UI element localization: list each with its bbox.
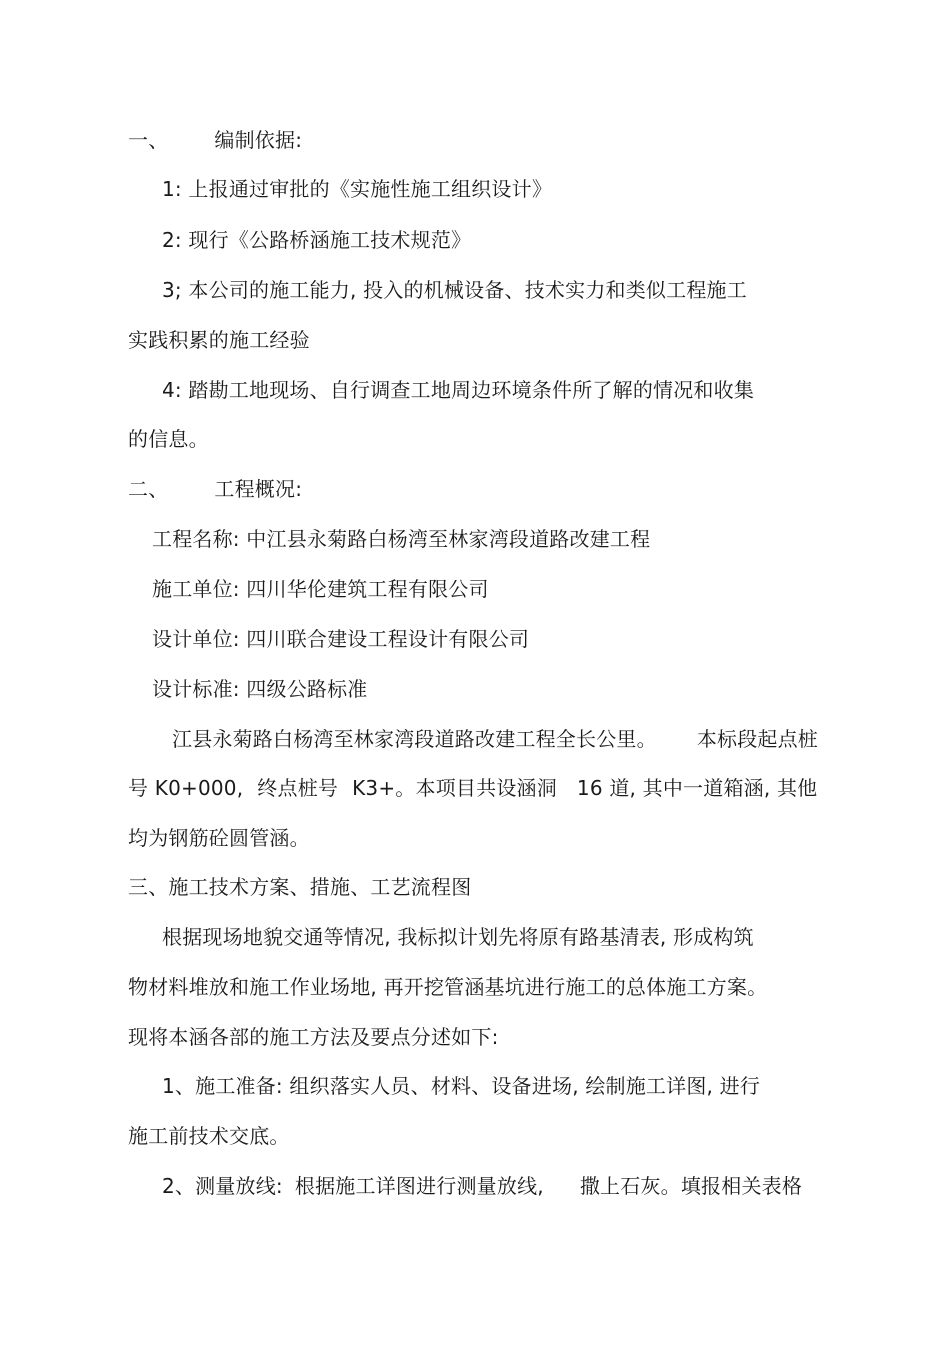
basis-item-3-cont: 实践积累的施工经验 [128, 328, 310, 352]
step1-line2: 施工前技术交底。 [128, 1124, 290, 1148]
plan-para-line1: 根据现场地貌交通等情况, 我标拟计划先将原有路基清表, 形成构筑 [162, 925, 754, 949]
end-station: K3+。 [352, 776, 416, 800]
start-station: 号 K0+000, [128, 776, 244, 800]
section1-number: 一、 [128, 128, 169, 152]
project-name-field: 工程名称: 中江县永菊路白杨湾至林家湾段道路改建工程 [152, 527, 651, 551]
section3-heading: 三、施工技术方案、措施、工艺流程图 [128, 875, 472, 899]
overview-para-line1-b: 本标段起点桩 [696, 727, 819, 751]
contractor-field: 施工单位: 四川华伦建筑工程有限公司 [152, 577, 489, 601]
basis-item-1: 1: 上报通过审批的《实施性施工组织设计》 [162, 177, 553, 201]
overview-para-line2 [128, 776, 817, 800]
step2-title: 2、测量放线: [162, 1174, 283, 1198]
culvert-count-label: 本项目共设涵洞 [415, 776, 557, 800]
section2-heading [128, 477, 302, 501]
section2-title: 工程概况: [214, 477, 303, 501]
step2-line1 [162, 1174, 802, 1198]
basis-item-4: 4: 踏勘工地现场、自行调查工地周边环境条件所了解的情况和收集 [162, 378, 755, 402]
section1-title: 编制依据: [214, 128, 303, 152]
overview-para-line1-a: 江县永菊路白杨湾至林家湾段道路改建工程全长公里。 [172, 727, 657, 751]
plan-para-line3: 现将本涵各部的施工方法及要点分述如下: [128, 1025, 499, 1049]
step2-text-b: 撒上石灰。填报相关表格 [579, 1174, 803, 1198]
step2-text-a: 根据施工详图进行测量放线, [294, 1174, 544, 1198]
design-standard-field: 设计标准: 四级公路标准 [152, 677, 368, 701]
section2-number: 二、 [128, 477, 169, 501]
section1-heading [128, 128, 302, 152]
end-station-label: 终点桩号 [257, 776, 339, 800]
basis-item-4-cont: 的信息。 [128, 427, 209, 451]
culvert-count: 16 道, 其中一道箱涵, 其他 [576, 776, 818, 800]
designer-field: 设计单位: 四川联合建设工程设计有限公司 [152, 627, 530, 651]
basis-item-3: 3; 本公司的施工能力, 投入的机械设备、技术实力和类似工程施工 [162, 278, 747, 302]
overview-para-line3: 均为钢筋砼圆管涵。 [128, 826, 310, 850]
plan-para-line2: 物材料堆放和施工作业场地, 再开挖管涵基坑进行施工的总体施工方案。 [128, 975, 768, 999]
basis-item-2: 2: 现行《公路桥涵施工技术规范》 [162, 228, 472, 252]
step1-line1: 1、施工准备: 组织落实人员、材料、设备进场, 绘制施工详图, 进行 [162, 1074, 761, 1098]
overview-para-line1 [172, 727, 818, 751]
